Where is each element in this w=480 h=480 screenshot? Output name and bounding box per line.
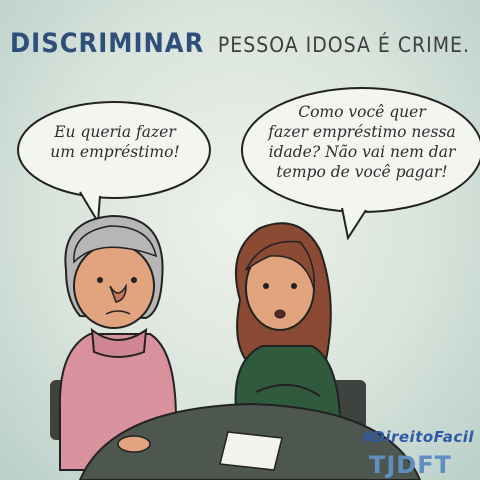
hashtag: #DireitoFacil — [361, 428, 474, 446]
bubble-line: um empréstimo! — [50, 143, 180, 161]
bubble-elderly-text — [40, 122, 190, 162]
headline-rest: PESSOA IDOSA É CRIME. — [217, 33, 470, 57]
bubble-young-text — [262, 102, 462, 182]
elderly-hand — [118, 436, 150, 452]
headline — [0, 28, 480, 59]
speech-bubble-elderly — [18, 102, 210, 222]
headline-highlight: DISCRIMINAR — [10, 28, 205, 59]
bubble-line: Como você quer — [298, 103, 426, 121]
papers — [220, 432, 282, 470]
tjdft-logo: TJDFT — [369, 451, 452, 479]
bubble-line: tempo de você pagar! — [276, 163, 448, 181]
bubble-line: Eu queria fazer — [54, 123, 176, 141]
bubble-line: idade? Não vai nem dar — [268, 143, 456, 161]
bubble-line: fazer empréstimo nessa — [268, 123, 456, 141]
